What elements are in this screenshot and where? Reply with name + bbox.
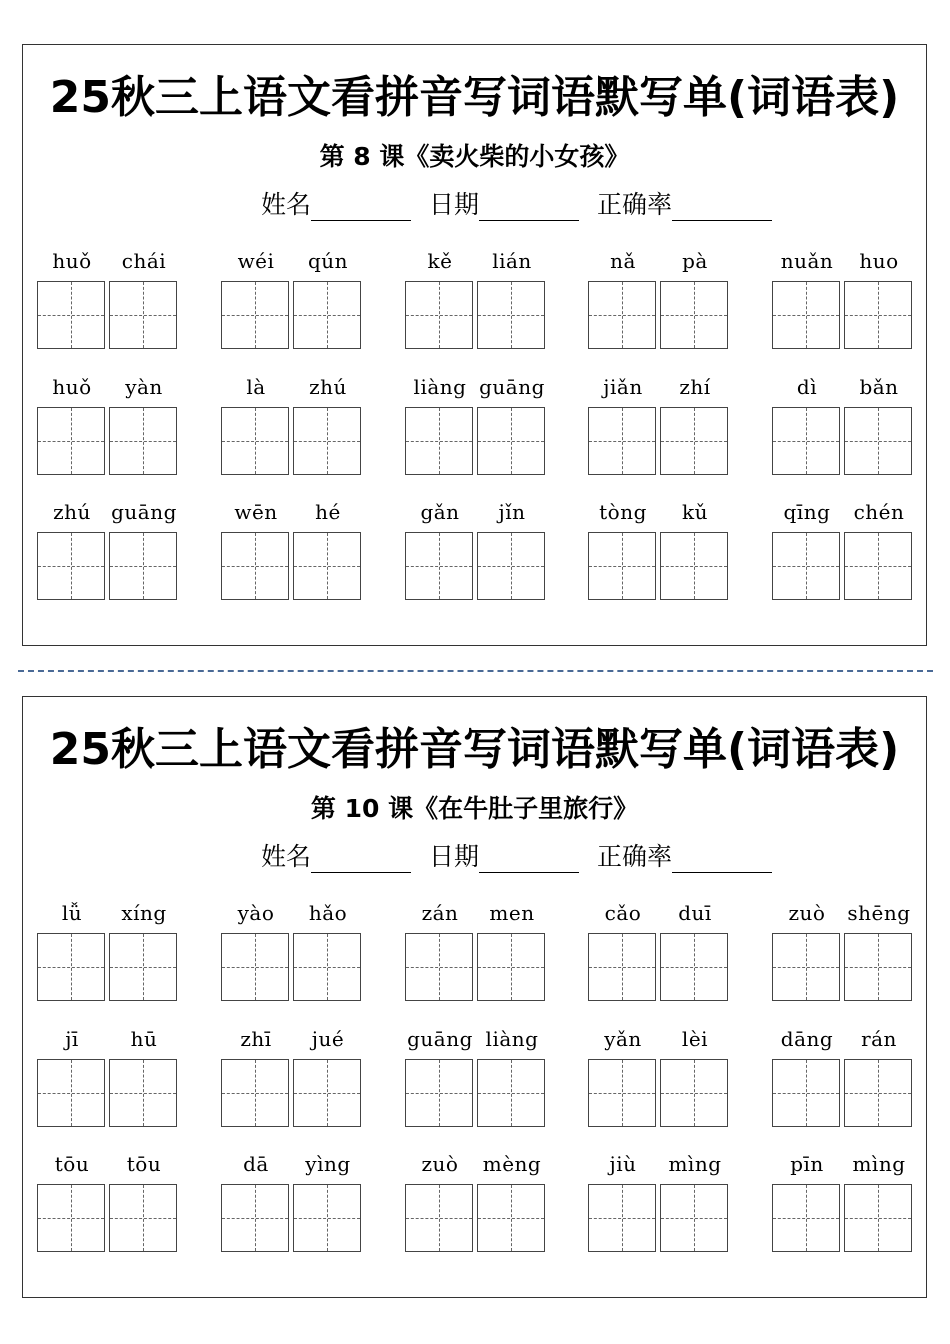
word-item xyxy=(221,1027,363,1137)
cut-line-divider xyxy=(18,670,933,672)
word-item xyxy=(37,500,179,610)
word-item xyxy=(588,249,730,359)
word-item xyxy=(772,375,914,485)
tianzige-writing-box[interactable] xyxy=(37,933,105,1001)
tianzige-writing-box[interactable] xyxy=(772,1184,840,1252)
tianzige-writing-box[interactable] xyxy=(588,1184,656,1252)
tianzige-writing-box[interactable] xyxy=(221,532,289,600)
word-item xyxy=(405,500,547,610)
pinyin-label: rán xyxy=(861,1027,897,1051)
tianzige-writing-box[interactable] xyxy=(477,1184,545,1252)
pinyin-label: lián xyxy=(492,249,532,273)
word-row xyxy=(23,500,928,610)
word-item xyxy=(588,500,730,610)
tianzige-writing-box[interactable] xyxy=(293,407,361,475)
pinyin-label: liàng xyxy=(413,375,467,399)
word-row xyxy=(23,1027,928,1137)
tianzige-writing-box[interactable] xyxy=(477,532,545,600)
tianzige-writing-box[interactable] xyxy=(660,532,728,600)
pinyin-label: jué xyxy=(311,1027,345,1051)
tianzige-writing-box[interactable] xyxy=(293,1184,361,1252)
tianzige-writing-box[interactable] xyxy=(109,532,177,600)
word-item xyxy=(772,1152,914,1262)
word-item xyxy=(405,1027,547,1137)
word-item xyxy=(588,901,730,1011)
pinyin-label: zuò xyxy=(788,901,826,925)
pinyin-label: bǎn xyxy=(859,375,899,399)
pinyin-label: qún xyxy=(307,249,349,273)
pinyin-label: chái xyxy=(121,249,167,273)
tianzige-writing-box[interactable] xyxy=(660,407,728,475)
student-info-line xyxy=(261,837,772,873)
pinyin-label: jiù xyxy=(609,1152,637,1176)
tianzige-writing-box[interactable] xyxy=(405,1059,473,1127)
word-item xyxy=(221,901,363,1011)
tianzige-writing-box[interactable] xyxy=(588,1059,656,1127)
lesson-subtitle: 第 10 课《在牛肚子里旅行》 xyxy=(310,794,639,823)
pinyin-label: men xyxy=(489,901,535,925)
word-row xyxy=(23,249,928,359)
pinyin-label: jǐn xyxy=(498,500,526,524)
tianzige-writing-box[interactable] xyxy=(405,532,473,600)
tianzige-writing-box[interactable] xyxy=(844,532,912,600)
pinyin-label: yào xyxy=(237,901,275,925)
pinyin-label: guāng xyxy=(479,375,545,399)
pinyin-label: pīn xyxy=(790,1152,824,1176)
tianzige-writing-box[interactable] xyxy=(588,933,656,1001)
pinyin-label: shēng xyxy=(847,901,911,925)
word-item xyxy=(588,1027,730,1137)
word-item xyxy=(37,375,179,485)
date-blank[interactable] xyxy=(479,848,579,873)
tianzige-writing-box[interactable] xyxy=(293,1059,361,1127)
tianzige-writing-box[interactable] xyxy=(109,407,177,475)
pinyin-label: kě xyxy=(427,249,453,273)
word-item xyxy=(588,1152,730,1262)
pinyin-label: kǔ xyxy=(682,500,708,524)
word-item xyxy=(405,249,547,359)
tianzige-writing-box[interactable] xyxy=(660,1184,728,1252)
tianzige-writing-box[interactable] xyxy=(844,281,912,349)
tianzige-writing-box[interactable] xyxy=(221,407,289,475)
pinyin-label: huǒ xyxy=(52,249,92,273)
tianzige-writing-box[interactable] xyxy=(109,933,177,1001)
tianzige-writing-box[interactable] xyxy=(405,407,473,475)
name-blank[interactable] xyxy=(311,196,411,221)
pinyin-label: zhī xyxy=(240,1027,272,1051)
pinyin-label: xíng xyxy=(121,901,167,925)
tianzige-writing-box[interactable] xyxy=(293,933,361,1001)
tianzige-writing-box[interactable] xyxy=(588,281,656,349)
tianzige-writing-box[interactable] xyxy=(405,933,473,1001)
pinyin-label: jī xyxy=(65,1027,79,1051)
tianzige-writing-box[interactable] xyxy=(109,1184,177,1252)
worksheet-1 xyxy=(22,44,927,646)
pinyin-label: nuǎn xyxy=(780,249,834,273)
word-item xyxy=(37,901,179,1011)
pinyin-label: wéi xyxy=(237,249,275,273)
tianzige-writing-box[interactable] xyxy=(660,933,728,1001)
tianzige-writing-box[interactable] xyxy=(588,532,656,600)
pinyin-label: nǎ xyxy=(610,249,636,273)
tianzige-writing-box[interactable] xyxy=(477,933,545,1001)
tianzige-writing-box[interactable] xyxy=(221,1059,289,1127)
pinyin-label: jiǎn xyxy=(603,375,643,399)
tianzige-writing-box[interactable] xyxy=(221,281,289,349)
pinyin-label: tōu xyxy=(54,1152,90,1176)
tianzige-writing-box[interactable] xyxy=(844,1059,912,1127)
pinyin-label: mìng xyxy=(852,1152,906,1176)
word-item xyxy=(772,249,914,359)
pinyin-label: mèng xyxy=(482,1152,542,1176)
pinyin-label: duī xyxy=(678,901,712,925)
word-item xyxy=(772,1027,914,1137)
pinyin-label: mìng xyxy=(668,1152,722,1176)
name-label: 姓名 xyxy=(261,842,312,871)
word-item xyxy=(37,1152,179,1262)
pinyin-label: zhú xyxy=(309,375,347,399)
pinyin-label: pà xyxy=(682,249,708,273)
tianzige-writing-box[interactable] xyxy=(37,407,105,475)
accuracy-label: 正确率 xyxy=(597,190,673,219)
date-label: 日期 xyxy=(429,842,480,871)
lesson-subtitle: 第 8 课《卖火柴的小女孩》 xyxy=(319,142,630,171)
word-item xyxy=(405,1152,547,1262)
tianzige-writing-box[interactable] xyxy=(405,281,473,349)
pinyin-label: hǎo xyxy=(308,901,348,925)
tianzige-writing-box[interactable] xyxy=(293,281,361,349)
pinyin-label: hé xyxy=(315,500,341,524)
tianzige-writing-box[interactable] xyxy=(221,933,289,1001)
tianzige-writing-box[interactable] xyxy=(37,281,105,349)
word-item xyxy=(772,901,914,1011)
pinyin-label: zhí xyxy=(679,375,711,399)
word-row xyxy=(23,1152,928,1262)
pinyin-label: zuò xyxy=(421,1152,459,1176)
tianzige-writing-box[interactable] xyxy=(37,532,105,600)
pinyin-label: qīng xyxy=(783,500,831,524)
word-item xyxy=(588,375,730,485)
word-item xyxy=(772,500,914,610)
word-item xyxy=(405,375,547,485)
tianzige-writing-box[interactable] xyxy=(844,1184,912,1252)
word-item xyxy=(37,1027,179,1137)
pinyin-label: gǎn xyxy=(420,500,460,524)
word-row xyxy=(23,375,928,485)
word-item xyxy=(221,249,363,359)
word-item xyxy=(405,901,547,1011)
word-item xyxy=(221,1152,363,1262)
worksheet-2 xyxy=(22,696,927,1298)
tianzige-writing-box[interactable] xyxy=(477,281,545,349)
pinyin-label: là xyxy=(246,375,266,399)
tianzige-writing-box[interactable] xyxy=(588,407,656,475)
tianzige-writing-box[interactable] xyxy=(660,281,728,349)
tianzige-writing-box[interactable] xyxy=(772,407,840,475)
pinyin-label: yìng xyxy=(305,1152,351,1176)
pinyin-label: dā xyxy=(243,1152,269,1176)
date-label: 日期 xyxy=(429,190,480,219)
pinyin-label: chén xyxy=(853,500,905,524)
tianzige-writing-box[interactable] xyxy=(37,1184,105,1252)
word-item xyxy=(221,375,363,485)
accuracy-blank[interactable] xyxy=(672,848,772,873)
pinyin-label: wēn xyxy=(234,500,278,524)
word-row xyxy=(23,901,928,1011)
pinyin-label: dì xyxy=(796,375,818,399)
pinyin-label: zán xyxy=(421,901,459,925)
name-blank[interactable] xyxy=(311,848,411,873)
tianzige-writing-box[interactable] xyxy=(293,532,361,600)
tianzige-writing-box[interactable] xyxy=(109,281,177,349)
pinyin-label: huǒ xyxy=(52,375,92,399)
date-blank[interactable] xyxy=(479,196,579,221)
tianzige-writing-box[interactable] xyxy=(37,1059,105,1127)
student-info-line xyxy=(261,185,772,221)
pinyin-label: dāng xyxy=(780,1027,834,1051)
pinyin-label: guāng xyxy=(111,500,177,524)
accuracy-label: 正确率 xyxy=(597,842,673,871)
tianzige-writing-box[interactable] xyxy=(772,532,840,600)
worksheet-title: 25秋三上语文看拼音写词语默写单(词语表) xyxy=(49,724,900,775)
pinyin-label: hū xyxy=(130,1027,158,1051)
pinyin-label: tōu xyxy=(126,1152,162,1176)
tianzige-writing-box[interactable] xyxy=(221,1184,289,1252)
pinyin-label: guāng xyxy=(407,1027,473,1051)
worksheet-title: 25秋三上语文看拼音写词语默写单(词语表) xyxy=(49,72,900,123)
tianzige-writing-box[interactable] xyxy=(772,933,840,1001)
pinyin-label: zhú xyxy=(53,500,91,524)
pinyin-label: cǎo xyxy=(604,901,642,925)
tianzige-writing-box[interactable] xyxy=(405,1184,473,1252)
tianzige-writing-box[interactable] xyxy=(844,407,912,475)
pinyin-label: lèi xyxy=(681,1027,709,1051)
pinyin-label: yàn xyxy=(125,375,163,399)
word-item xyxy=(37,249,179,359)
tianzige-writing-box[interactable] xyxy=(660,1059,728,1127)
pinyin-label: liàng xyxy=(485,1027,539,1051)
name-label: 姓名 xyxy=(261,190,312,219)
tianzige-writing-box[interactable] xyxy=(844,933,912,1001)
pinyin-label: huo xyxy=(859,249,899,273)
pinyin-label: lǚ xyxy=(61,901,83,925)
tianzige-writing-box[interactable] xyxy=(772,1059,840,1127)
accuracy-blank[interactable] xyxy=(672,196,772,221)
tianzige-writing-box[interactable] xyxy=(772,281,840,349)
tianzige-writing-box[interactable] xyxy=(109,1059,177,1127)
tianzige-writing-box[interactable] xyxy=(477,1059,545,1127)
tianzige-writing-box[interactable] xyxy=(477,407,545,475)
pinyin-label: tòng xyxy=(599,500,647,524)
pinyin-label: yǎn xyxy=(604,1027,642,1051)
word-item xyxy=(221,500,363,610)
